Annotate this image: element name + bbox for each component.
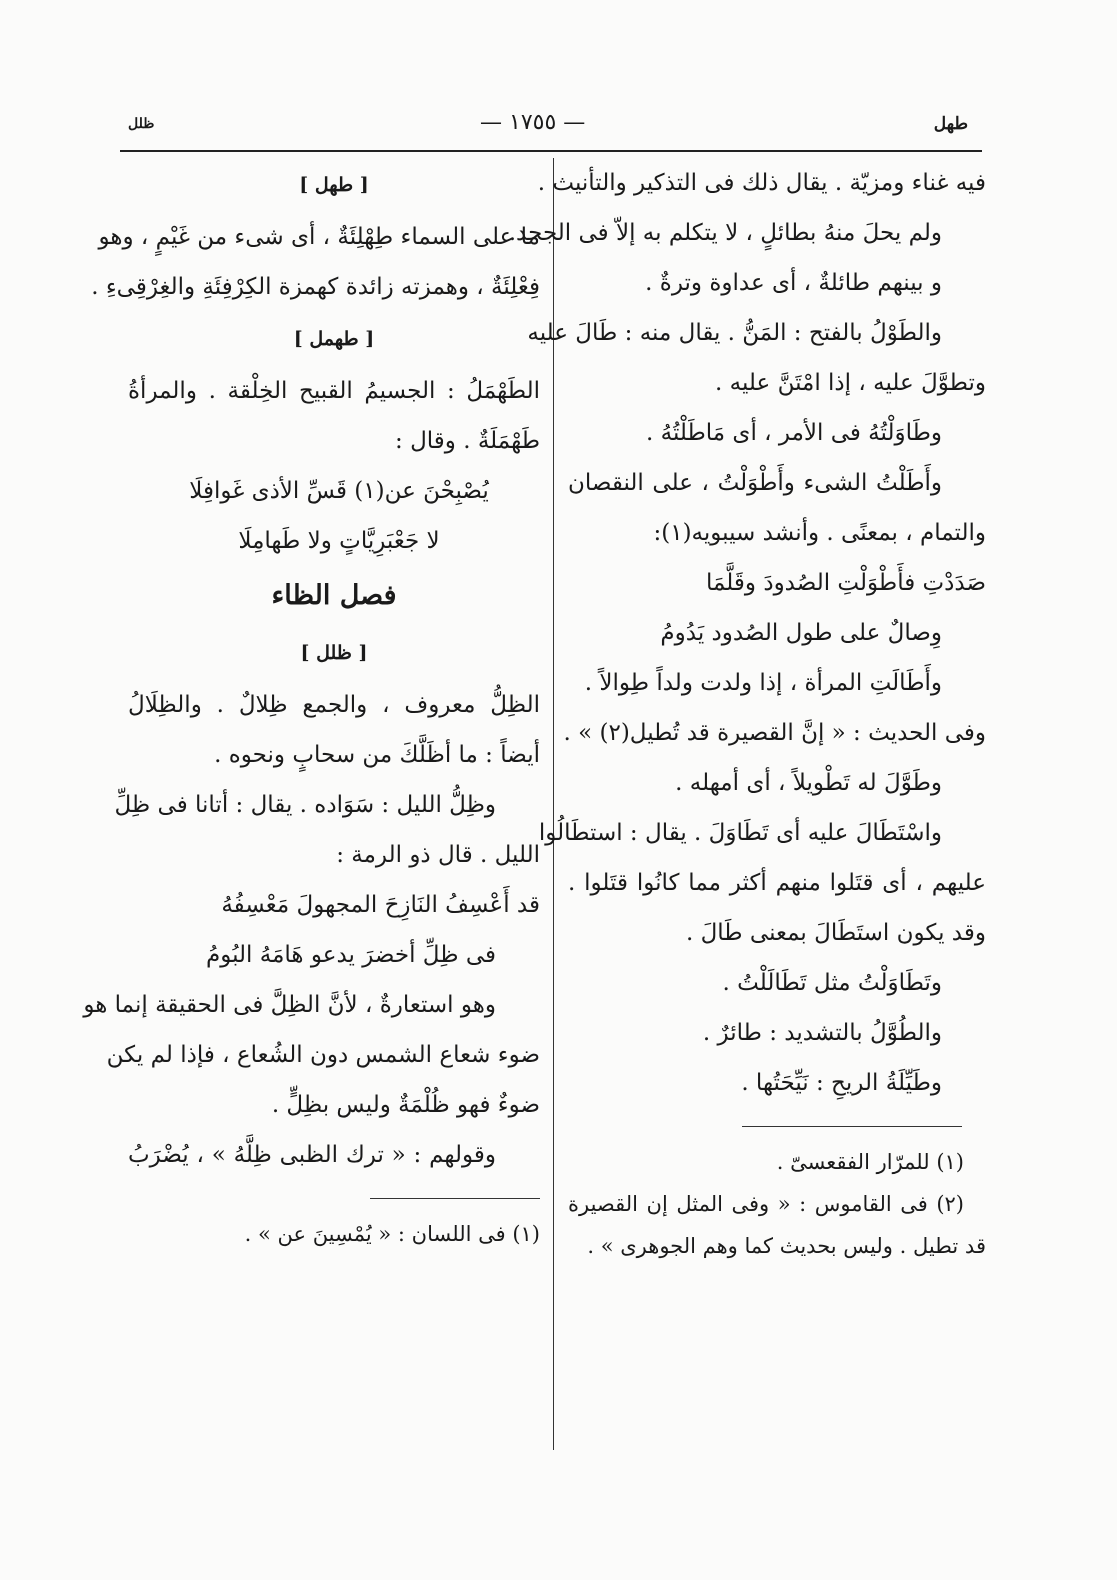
entry-heading: [ طهل ] (299, 174, 369, 196)
text-line: وقد يكون استَطَالَ بمعنى طَالَ . (685, 920, 986, 946)
text-line: ضوءٌ فهو ظُلْمَةٌ وليس بظِلٍّ . (271, 1092, 540, 1118)
text-line: وتَطَاوَلْتُ مثل تَطَالَلْتُ . (722, 970, 942, 996)
text-line: عليهم ، أى قتَلوا منهم أكثر مما كانُوا قتَلوا . (568, 870, 986, 896)
entry-heading: [ طهمل ] (293, 328, 375, 350)
footnote: (٢) فى القاموس : « وفى المثل إن القصيرة (568, 1192, 964, 1216)
footnote: (١) فى اللسان : « يُمْسِينَ عن » . (244, 1222, 540, 1246)
section-title: فصل الظاء (271, 580, 397, 611)
text-line: وقولهم : « ترك الظبى ظِلَّهُ » ، يُضْرَبُ (128, 1142, 496, 1168)
header-keyword-left: ظلل (128, 116, 155, 132)
header-keyword-right: طهل (933, 114, 968, 134)
text-line: وتطوَّلَ عليه ، إذا امْتَنَّ عليه . (715, 370, 986, 396)
text-line: وأَطَلْتُ الشىء وأَطْوَلْتُ ، على النقصان (568, 470, 942, 496)
verse-line: وِصالٌ على طول الصُدود يَدُومُ (660, 620, 942, 646)
text-line: الظِلُّ معروف ، والجمع ظِلالٌ . والظِلَالُ (128, 692, 540, 718)
page-number: — ١٧٥٥ — (480, 110, 586, 135)
right-column (508, 158, 986, 1267)
text-line: فِعْلِئَةٌ ، وهمزته زائدة كهمزة الكِرْفِئَةِ والغِرْقِىءِ . (91, 274, 540, 300)
text-line: وفى الحديث : « إنَّ القصيرة قد تُطيل(٢) » . (563, 720, 986, 746)
text-line: والطُوَّلُ بالتشديد : طائرٌ . (702, 1020, 942, 1046)
text-line: ما على السماء طِهْلِئَةٌ ، أى شىء من غَيْمٍ ، وهو (98, 224, 540, 250)
text-line: والتمام ، بمعنًى . وأنشد سيبويه(١): (653, 520, 986, 546)
text-line: وطَوَّلَ له تَطْويلاً ، أى أمهله . (675, 770, 942, 796)
text-line: الطَهْمَلُ : الجسيمُ القبيح الخِلْقة . والمرأةُ (128, 378, 540, 404)
verse-line: لا جَعْبَرِيَّاتٍ ولا طَهامِلَا (238, 528, 440, 554)
verse-line: يُصْبِحْنَ عن(١) قَسِّ الأذى غَوافِلَا (189, 478, 489, 504)
entry-heading: [ ظلل ] (300, 642, 368, 664)
text-line: وظِلُّ الليل : سَوَاده . يقال : أتانا فى ظِلِّ (114, 792, 496, 818)
left-column (83, 158, 540, 1255)
text-line: واسْتَطَالَ عليه أى تَطَاوَلَ . يقال : استطَالُوا (538, 820, 942, 846)
text-line: وأَطَالَتِ المرأة ، إذا ولدت ولداً طِوالاً . (584, 670, 942, 696)
text-line: ضوء شعاع الشمس دون الشُعاع ، فإذا لم يكن (106, 1042, 540, 1068)
footnote-rule (742, 1126, 962, 1127)
text-line: وطَيِّلَةُ الريحِ : نَيِّحَتُها . (741, 1070, 942, 1096)
text-line: الليل . قال ذو الرمة : (336, 842, 540, 868)
text-line: طَهْمَلَةٌ . وقال : (395, 428, 540, 454)
footnote-rule (370, 1198, 540, 1199)
text-line: و بينهم طائلةٌ ، أى عداوة وترةٌ . (645, 270, 942, 296)
text-line: أيضاً : ما أظَلَّكَ من سحابٍ ونحوه . (214, 742, 540, 768)
verse-line: قد أَعْسِفُ النَازِحَ المجهولَ مَعْسِفُهُ (221, 892, 540, 918)
verse-line: فى ظِلِّ أخضرَ يدعو هَامَهُ البُومُ (205, 942, 496, 968)
text-line: وهو استعارةٌ ، لأنَّ الظِلَّ فى الحقيقة إنما هو (83, 992, 496, 1018)
text-line: ولم يحلَ منهُ بطائلٍ ، لا يتكلم به إلاّ فى الجحد. (508, 220, 942, 246)
verse-line: صَدَدْتِ فأَطْوَلْتِ الصُدودَ وقَلَّمَا (706, 570, 986, 596)
running-header (120, 108, 980, 150)
text-line: وطَاوَلْتُهُ فى الأمر ، أى مَاطَلْتُهُ . (645, 420, 942, 446)
text-line: والطَوْلُ بالفتح : المَنُّ . يقال منه : طَالَ عليه (527, 320, 942, 346)
header-rule (120, 150, 982, 152)
footnote: قد تطيل . وليس بحديث كما وهم الجوهرى » . (587, 1234, 986, 1258)
footnote: (١) للمرّار الفقعسىّ . (776, 1150, 964, 1174)
text-line: فيه غناء ومزيّة . يقال ذلك فى التذكير والتأنيث . (537, 170, 986, 196)
